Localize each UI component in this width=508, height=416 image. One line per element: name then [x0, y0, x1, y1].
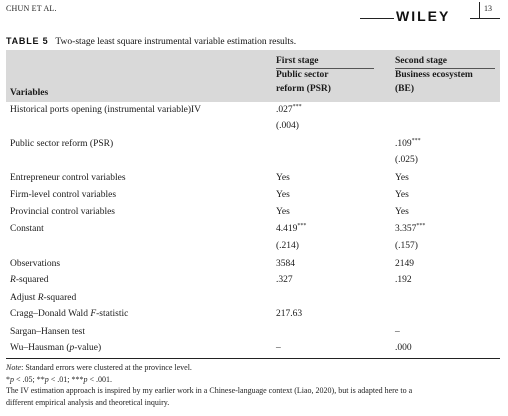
- first-stage-cell: [276, 306, 302, 322]
- first-stage-cell: [276, 221, 306, 237]
- second-stage-cell: [395, 136, 421, 152]
- table-row: [6, 187, 500, 203]
- header-second-stage-line3: (BE): [395, 84, 414, 94]
- row-variable: Entrepreneur control variables: [10, 173, 126, 183]
- first-stage-cell-value: .327: [276, 275, 293, 285]
- table-row: [6, 152, 500, 168]
- header-first-stage: [276, 54, 331, 96]
- header-second-stage-rule: [395, 68, 495, 69]
- first-stage-cell-value: (.004): [276, 121, 299, 131]
- second-stage-cell-value: .109: [395, 139, 412, 149]
- second-stage-cell: [395, 340, 412, 356]
- results-table: [6, 50, 500, 353]
- table-row: [6, 136, 500, 152]
- first-stage-cell: [276, 238, 299, 254]
- first-stage-cell: [276, 118, 299, 134]
- table-row: [6, 290, 500, 306]
- row-variable: Sargan–Hansen test: [10, 327, 86, 337]
- first-stage-cell: [276, 187, 290, 203]
- second-stage-cell: [395, 221, 425, 237]
- first-stage-cell-value: Yes: [276, 173, 290, 183]
- first-stage-cell: [276, 170, 290, 186]
- header-variables: Variables: [10, 88, 49, 98]
- second-stage-cell-value: Yes: [395, 173, 409, 183]
- table-row: [6, 170, 500, 186]
- table-row: [6, 256, 500, 272]
- second-stage-cell-value: Yes: [395, 190, 409, 200]
- second-stage-cell-value: .000: [395, 343, 412, 353]
- first-stage-cell: [276, 256, 295, 272]
- first-stage-cell-value: 217.63: [276, 309, 303, 319]
- table-bottom-rule: [6, 358, 500, 359]
- header-second-stage-line2: Business ecosystem: [395, 70, 473, 80]
- first-stage-cell-value: .027: [276, 105, 293, 115]
- second-stage-cell: [395, 187, 409, 203]
- note-label: Note: [6, 363, 22, 372]
- table-row: [6, 272, 500, 288]
- second-stage-cell-value: (.025): [395, 155, 418, 165]
- note-line: [6, 362, 502, 374]
- second-stage-cell: [395, 256, 414, 272]
- page-separator: [479, 2, 480, 18]
- first-stage-cell: [276, 340, 281, 356]
- row-variable: R-squared: [10, 275, 49, 285]
- second-stage-cell: [395, 204, 409, 220]
- second-stage-cell-value: 2149: [395, 259, 414, 269]
- first-stage-cell-value: (.214): [276, 241, 299, 251]
- row-variable: Public sector reform (PSR): [10, 139, 114, 149]
- row-variable: Adjust R-squared: [10, 293, 77, 303]
- running-head: CHUN ET AL.: [6, 4, 57, 13]
- second-stage-cell: [395, 238, 418, 254]
- header-first-stage-line3: reform (PSR): [276, 84, 331, 94]
- table-row: [6, 238, 500, 254]
- header-second-stage-line1: Second stage: [395, 56, 447, 66]
- row-variable: Firm-level control variables: [10, 190, 117, 200]
- header-second-stage: [395, 54, 473, 96]
- header-first-stage-line1: First stage: [276, 56, 319, 66]
- table-row: [6, 324, 500, 340]
- second-stage-cell: [395, 170, 409, 186]
- second-stage-cell-value: –: [395, 327, 400, 337]
- second-stage-cell-value: (.157): [395, 241, 418, 251]
- row-variable: Historical ports opening (instrumental variable)IV: [10, 105, 202, 115]
- first-stage-cell: [276, 102, 302, 118]
- table-caption: [6, 36, 296, 47]
- row-variable: Constant: [10, 224, 44, 234]
- first-stage-cell-value: 3584: [276, 259, 295, 269]
- second-stage-cell-significance: ***: [411, 138, 421, 144]
- second-stage-cell-value: Yes: [395, 207, 409, 217]
- table-row: [6, 221, 500, 237]
- first-stage-cell-value: Yes: [276, 207, 290, 217]
- table-notes: [6, 362, 502, 408]
- first-stage-cell-significance: ***: [292, 104, 302, 110]
- row-variable: Cragg–Donald Wald F-statistic: [10, 309, 129, 319]
- second-stage-cell: [395, 324, 400, 340]
- note-text: : Standard errors were clustered at the province level.: [21, 363, 192, 372]
- header-first-stage-rule: [276, 68, 374, 69]
- first-stage-cell-value: –: [276, 343, 281, 353]
- iv-note-line-1: The IV estimation approach is inspired by my earlier work in a Chinese-language context (Liao, 2020), but is adapted here to a: [6, 386, 413, 395]
- first-stage-cell: [276, 272, 293, 288]
- row-variable: Observations: [10, 259, 61, 269]
- first-stage-cell-significance: ***: [297, 223, 307, 229]
- journal-logo: WILEY: [396, 8, 451, 24]
- second-stage-cell-value: 3.357: [395, 224, 417, 234]
- second-stage-cell: [395, 152, 418, 168]
- row-variable: Wu–Hausman (p-value): [10, 343, 102, 353]
- first-stage-cell-value: 4.419: [276, 224, 298, 234]
- page-number: 13: [484, 4, 492, 13]
- second-stage-cell-value: .192: [395, 275, 412, 285]
- table-label: TABLE 5: [6, 36, 49, 46]
- second-stage-cell: [395, 272, 412, 288]
- header-rule-right: [470, 18, 500, 19]
- header-rule: [360, 18, 394, 19]
- significance-line: *p < .05; **p < .01; ***p < .001.: [6, 374, 112, 384]
- table-row: [6, 118, 500, 134]
- first-stage-cell-value: Yes: [276, 190, 290, 200]
- table-row: [6, 102, 500, 118]
- second-stage-cell-significance: ***: [416, 223, 426, 229]
- table-row: [6, 340, 500, 356]
- header-first-stage-line2: Public sector: [276, 70, 329, 80]
- first-stage-cell: [276, 204, 290, 220]
- table-header: [6, 50, 500, 102]
- table-title: Two-stage least square instrumental variable estimation results.: [55, 37, 297, 47]
- iv-note-line-2: different empirical analysis and theoretical inquiry.: [6, 397, 170, 407]
- row-variable: Provincial control variables: [10, 207, 115, 217]
- table-row: [6, 204, 500, 220]
- table-row: [6, 306, 500, 322]
